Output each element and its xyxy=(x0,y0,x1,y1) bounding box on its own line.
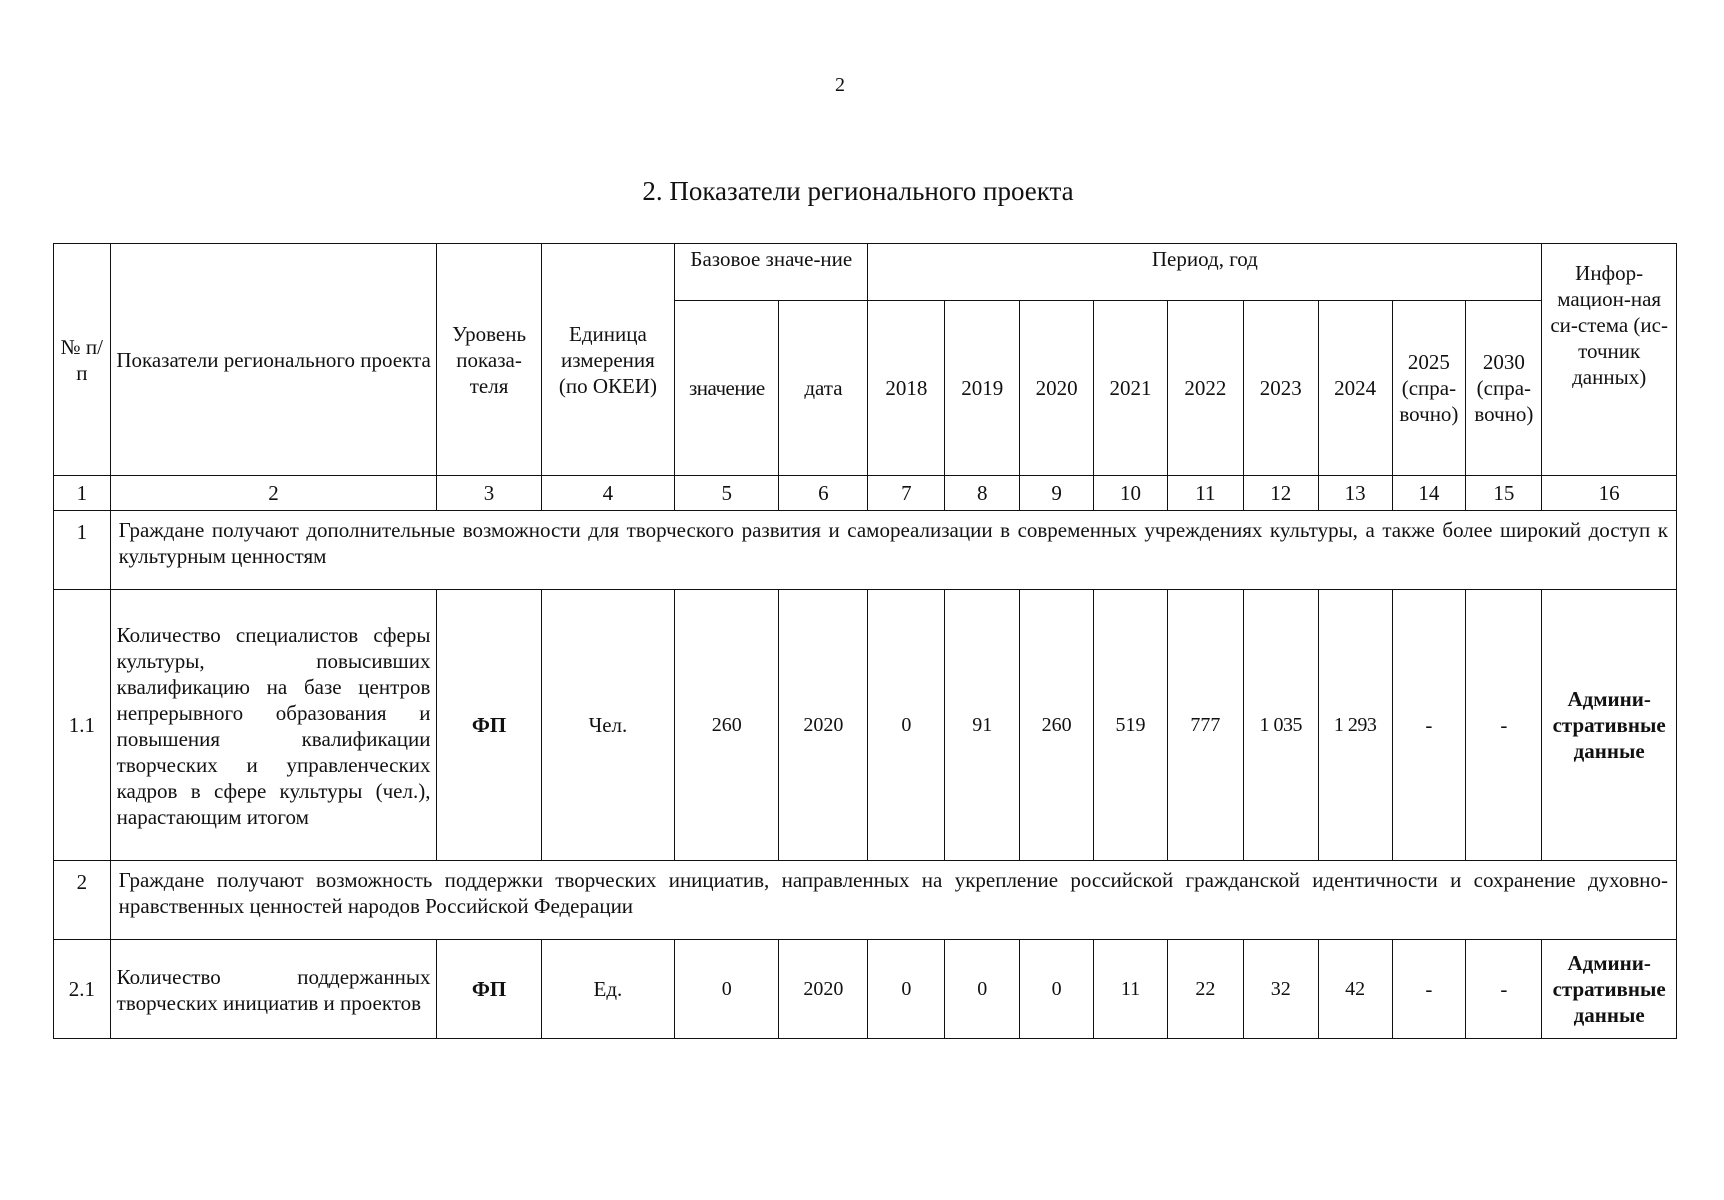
col-num: 7 xyxy=(868,476,945,511)
header-year-2030-note: (спра-вочно) xyxy=(1474,376,1534,426)
col-num: 9 xyxy=(1020,476,1094,511)
indicator-unit: Чел. xyxy=(541,590,675,861)
indicator-value-2022: 777 xyxy=(1167,590,1243,861)
header-source: Инфор-мацион-ная си-стема (ис-точник данных) xyxy=(1542,244,1677,476)
indicator-number: 1.1 xyxy=(54,590,111,861)
indicator-value-2023: 1 035 xyxy=(1243,590,1318,861)
header-year-2030-label: 2030 xyxy=(1482,350,1525,374)
header-row-top xyxy=(54,244,1677,301)
indicators-table xyxy=(53,243,1677,1039)
header-year-2024: 2024 xyxy=(1318,301,1392,476)
header-year-2022: 2022 xyxy=(1167,301,1243,476)
column-numbers-row xyxy=(54,476,1677,511)
indicator-value-2022: 22 xyxy=(1167,940,1243,1039)
header-indicator: Показатели регионального проекта xyxy=(110,244,437,476)
header-period: Период, год xyxy=(868,244,1542,301)
indicator-value-2025: - xyxy=(1392,940,1466,1039)
col-num: 2 xyxy=(110,476,437,511)
group-row-1 xyxy=(54,511,1677,590)
group-number: 2 xyxy=(54,861,111,940)
indicator-base-value: 0 xyxy=(675,940,779,1039)
indicator-unit: Ед. xyxy=(541,940,675,1039)
col-num: 13 xyxy=(1318,476,1392,511)
indicator-name: Количество специалистов сферы культуры, повысивших квалификацию на базе центров непрерывного образования и повышения квалификации творческих и управленческих кадров в сфере культуры (чел.), нарастающим итогом xyxy=(110,590,437,861)
group-title: Граждане получают дополнительные возможности для творческого развития и самореализации в современных учреждениях культуры, а также более широкий доступ к культурным ценностям xyxy=(110,511,1676,590)
header-base: Базовое значе-ние xyxy=(675,244,868,301)
header-base-date: дата xyxy=(779,301,868,476)
group-number: 1 xyxy=(54,511,111,590)
col-num: 14 xyxy=(1392,476,1466,511)
col-num: 5 xyxy=(675,476,779,511)
indicator-value-2030: - xyxy=(1466,590,1542,861)
header-year-2023: 2023 xyxy=(1243,301,1318,476)
header-year-2019: 2019 xyxy=(945,301,1020,476)
header-year-2025 xyxy=(1392,301,1466,476)
group-title: Граждане получают возможность поддержки творческих инициатив, направленных на укрепление российской гражданской идентичности и сохранение духовно-нравственных ценностей народов Российской Федерации xyxy=(110,861,1676,940)
indicator-value-2024: 42 xyxy=(1318,940,1392,1039)
indicator-value-2018: 0 xyxy=(868,940,945,1039)
indicator-value-2024: 1 293 xyxy=(1318,590,1392,861)
indicator-value-2019: 91 xyxy=(945,590,1020,861)
header-year-2030 xyxy=(1466,301,1542,476)
header-no: № п/п xyxy=(54,244,111,476)
indicator-value-2030: - xyxy=(1466,940,1542,1039)
col-num: 10 xyxy=(1094,476,1168,511)
header-year-2020: 2020 xyxy=(1020,301,1094,476)
col-num: 4 xyxy=(541,476,675,511)
indicator-value-2021: 519 xyxy=(1094,590,1168,861)
col-num: 6 xyxy=(779,476,868,511)
section-title: 2. Показатели регионального проекта xyxy=(642,176,1074,206)
indicator-value-2023: 32 xyxy=(1243,940,1318,1039)
indicator-value-2020: 0 xyxy=(1020,940,1094,1039)
col-num: 12 xyxy=(1243,476,1318,511)
indicator-level: ФП xyxy=(437,590,541,861)
indicator-row-2-1 xyxy=(54,940,1677,1039)
header-year-2025-label: 2025 xyxy=(1407,350,1450,374)
page-number: 2 xyxy=(835,74,845,96)
indicator-base-date: 2020 xyxy=(779,590,868,861)
indicator-value-2021: 11 xyxy=(1094,940,1168,1039)
indicator-value-2018: 0 xyxy=(868,590,945,861)
indicator-value-2020: 260 xyxy=(1020,590,1094,861)
header-level: Уровень показа-теля xyxy=(437,244,541,476)
col-num: 1 xyxy=(54,476,111,511)
indicator-base-date: 2020 xyxy=(779,940,868,1039)
col-num: 15 xyxy=(1466,476,1542,511)
header-base-value: значение xyxy=(675,301,779,476)
indicator-value-2025: - xyxy=(1392,590,1466,861)
indicator-value-2019: 0 xyxy=(945,940,1020,1039)
header-year-2025-note: (спра-вочно) xyxy=(1399,376,1459,426)
indicator-source: Админи-стративные данные xyxy=(1542,590,1677,861)
col-num: 8 xyxy=(945,476,1020,511)
header-year-2018: 2018 xyxy=(868,301,945,476)
col-num: 16 xyxy=(1542,476,1677,511)
indicator-base-value: 260 xyxy=(675,590,779,861)
group-row-2 xyxy=(54,861,1677,940)
col-num: 3 xyxy=(437,476,541,511)
indicator-row-1-1 xyxy=(54,590,1677,861)
indicator-name: Количество поддержанных творческих инициатив и проектов xyxy=(110,940,437,1039)
header-unit: Единица измерения (по ОКЕИ) xyxy=(541,244,675,476)
indicator-number: 2.1 xyxy=(54,940,111,1039)
indicator-level: ФП xyxy=(437,940,541,1039)
col-num: 11 xyxy=(1167,476,1243,511)
header-year-2021: 2021 xyxy=(1094,301,1168,476)
indicator-source: Админи-стративные данные xyxy=(1542,940,1677,1039)
